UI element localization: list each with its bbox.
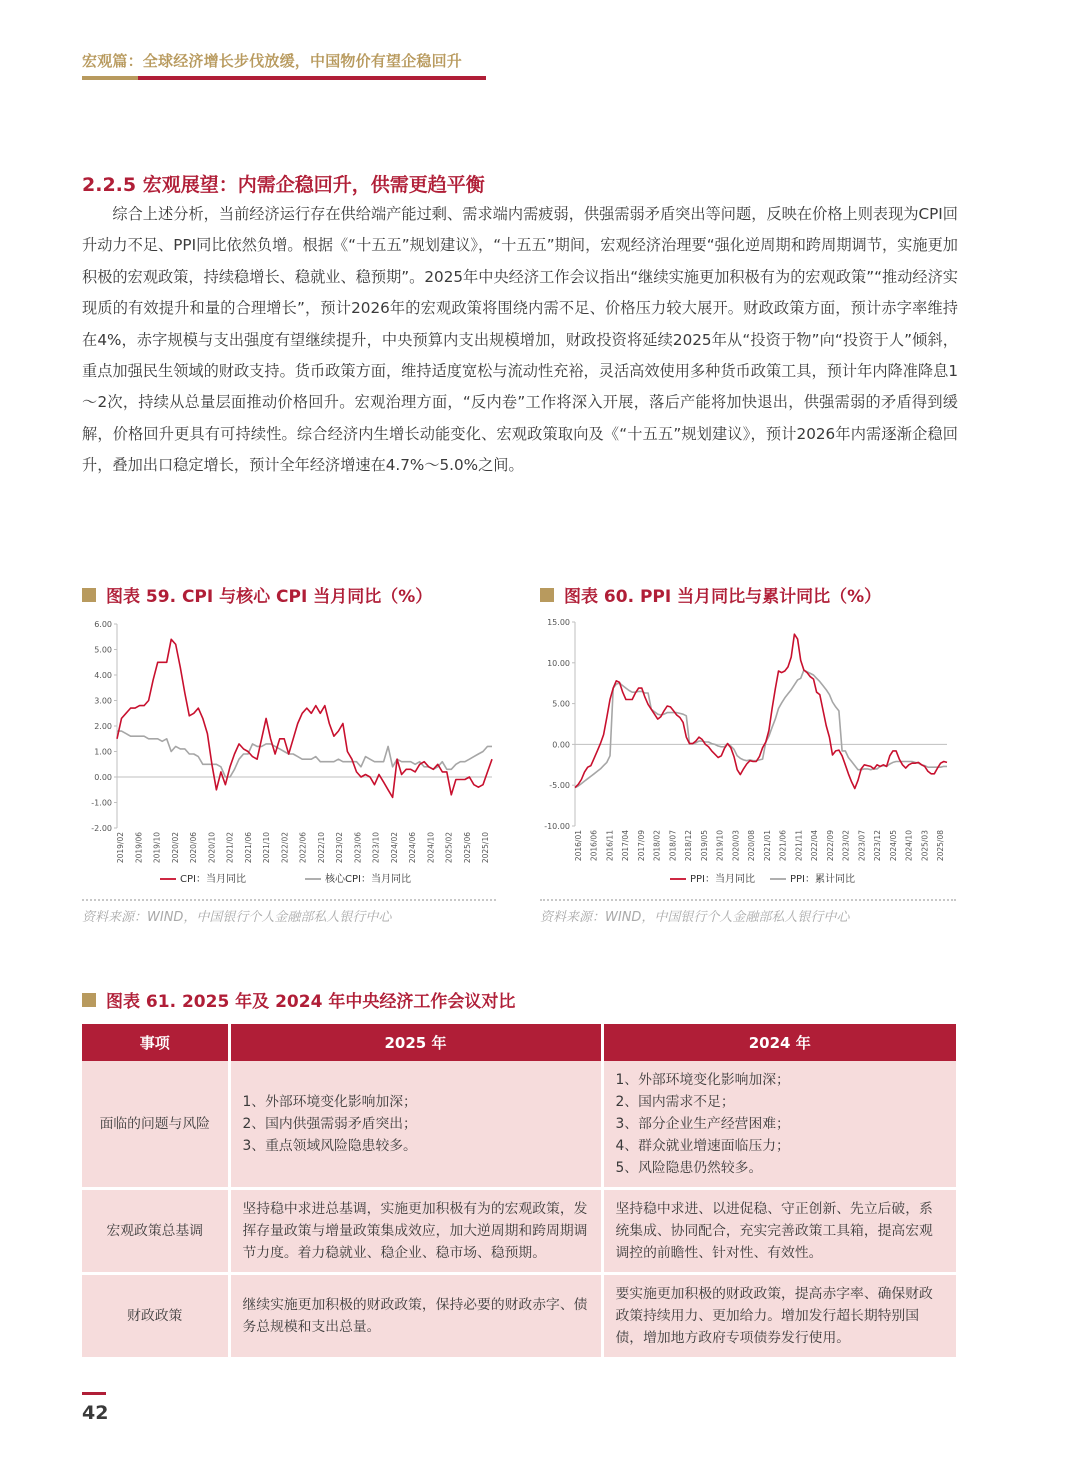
list-line: 2、国内需求不足；	[615, 1094, 735, 1110]
x-tick-label: 2020/08	[747, 830, 757, 862]
y-tick-label: -2.00	[91, 824, 112, 833]
table-row	[82, 1189, 956, 1274]
list-line: 2、国内供强需弱矛盾突出；	[242, 1116, 417, 1132]
ppi-chart	[535, 612, 960, 892]
x-tick-label: 2022/02	[280, 832, 290, 864]
ppi-chart-svg	[535, 612, 960, 892]
x-tick-label: 2025/02	[444, 832, 454, 864]
list-line: 3、重点领域风险隐患较多。	[242, 1138, 417, 1154]
row-2024-cell	[602, 1061, 956, 1189]
legend-label-cpi: CPI：当月同比	[180, 874, 246, 885]
row-2025-cell	[229, 1061, 602, 1189]
x-tick-label: 2022/09	[825, 830, 835, 862]
legend-label-core: 核心CPI：当月同比	[325, 874, 411, 885]
y-tick-label: 0.00	[552, 740, 570, 750]
section-title: 2.2.5 宏观展望：内需企稳回升，供需更趋平衡	[82, 174, 485, 196]
row-item-cell: 宏观政策总基调	[82, 1189, 229, 1274]
x-tick-label: 2018/12	[684, 830, 694, 862]
series-line-ppi	[575, 634, 947, 788]
row-item-cell: 财政政策	[82, 1274, 229, 1359]
header-rule	[82, 76, 486, 80]
x-tick-label: 2023/06	[353, 832, 363, 864]
x-tick-label: 2022/10	[316, 832, 326, 864]
figure-60-title-text: 图表 60. PPI 当月同比与累计同比（%）	[564, 587, 882, 607]
x-tick-label: 2018/07	[668, 830, 678, 862]
figure-59-title-text: 图表 59. CPI 与核心 CPI 当月同比（%）	[106, 587, 433, 607]
list-line: 3、部分企业生产经营困难；	[615, 1116, 790, 1132]
x-tick-label: 2021/01	[762, 830, 772, 862]
x-tick-label: 2019/10	[152, 832, 162, 864]
row-2024-cell: 坚持稳中求进、以进促稳、守正创新、先立后破，系统集成、协同配合，充实完善政策工具箱，提高宏观调控的前瞻性、针对性、有效性。	[602, 1189, 956, 1274]
figure-61-title-text: 图表 61. 2025 年及 2024 年中央经济工作会议对比	[106, 992, 516, 1012]
page-number: 42	[82, 1402, 109, 1424]
list-line: 4、群众就业增速面临压力；	[615, 1138, 790, 1154]
x-tick-label: 2021/06	[778, 830, 788, 862]
cpi-chart-svg	[82, 612, 502, 892]
x-tick-label: 2020/06	[189, 832, 198, 864]
y-tick-label: 1.00	[94, 747, 112, 757]
y-tick-label: 4.00	[94, 671, 112, 680]
x-tick-label: 2023/12	[873, 830, 883, 862]
x-tick-label: 2022/04	[810, 830, 820, 862]
header-2025: 2025 年	[229, 1024, 602, 1061]
legend-label-cum: PPI：累计同比	[790, 874, 856, 885]
x-tick-label: 2022/06	[298, 832, 308, 864]
x-tick-label: 2024/02	[389, 832, 399, 864]
x-tick-label: 2017/04	[621, 830, 631, 862]
table-row	[82, 1274, 956, 1359]
x-tick-label: 2020/03	[731, 830, 741, 862]
header-2024: 2024 年	[602, 1024, 956, 1061]
x-tick-label: 2016/01	[574, 830, 583, 862]
figure-59-source: 资料来源：WIND，中国银行个人金融部私人银行中心	[82, 910, 392, 925]
header-rule-accent	[82, 76, 138, 80]
row-2024-cell: 要实施更加积极的财政政策，提高赤字率、确保财政政策持续用力、更加给力。增加发行超长期特别国债，增加地方政府专项债券发行使用。	[602, 1274, 956, 1359]
x-tick-label: 2025/08	[936, 830, 945, 862]
x-tick-label: 2017/09	[636, 830, 646, 862]
x-tick-label: 2025/10	[481, 832, 490, 864]
y-tick-label: 15.00	[547, 618, 570, 627]
running-header: 宏观篇：全球经济增长步伐放缓，中国物价有望企稳回升	[82, 52, 463, 70]
x-tick-label: 2024/05	[888, 830, 898, 862]
x-tick-label: 2020/10	[207, 832, 217, 864]
y-tick-label: -1.00	[91, 798, 112, 808]
y-tick-label: 5.00	[552, 699, 570, 709]
series-line-cpi	[117, 639, 492, 797]
cpi-chart	[82, 612, 502, 892]
figure-59-divider	[82, 899, 496, 901]
x-tick-label: 2023/10	[371, 832, 381, 864]
x-tick-label: 2024/10	[904, 830, 914, 862]
x-tick-label: 2023/02	[841, 830, 851, 862]
series-line-cum	[575, 670, 947, 788]
x-tick-label: 2019/10	[715, 830, 725, 862]
figure-marker-icon	[82, 588, 96, 602]
x-tick-label: 2019/06	[134, 832, 144, 864]
figure-marker-icon	[82, 993, 96, 1007]
x-tick-label: 2023/02	[335, 832, 344, 864]
x-tick-label: 2018/02	[652, 830, 662, 862]
y-tick-label: 6.00	[94, 620, 112, 629]
page-number-mark	[82, 1392, 106, 1395]
x-tick-label: 2024/06	[408, 832, 417, 864]
y-tick-label: 3.00	[94, 696, 112, 706]
y-tick-label: -5.00	[549, 781, 570, 791]
figure-61-title	[82, 987, 515, 1012]
x-tick-label: 2024/10	[426, 832, 436, 864]
figure-60-divider	[540, 899, 956, 901]
table-row	[82, 1061, 956, 1189]
y-tick-label: 10.00	[547, 658, 570, 668]
list-line: 1、外部环境变化影响加深；	[615, 1072, 790, 1088]
x-tick-label: 2021/02	[225, 832, 235, 864]
x-tick-label: 2016/11	[605, 830, 615, 862]
figure-60-title	[540, 582, 881, 607]
y-tick-label: 5.00	[94, 645, 112, 655]
row-2025-cell: 坚持稳中求进总基调，实施更加积极有为的宏观政策，发挥存量政策与增量政策集成效应，加大逆周期和跨周期调节力度。着力稳就业、稳企业、稳市场、稳预期。	[229, 1189, 602, 1274]
x-tick-label: 2025/06	[462, 832, 472, 864]
y-tick-label: -10.00	[544, 822, 570, 831]
table-header-row	[82, 1024, 956, 1061]
x-tick-label: 2019/02	[116, 832, 125, 864]
header-item: 事项	[82, 1024, 229, 1061]
row-item-cell: 面临的问题与风险	[82, 1061, 229, 1189]
section-body: 综合上述分析，当前经济运行存在供给端产能过剩、需求端内需疲弱，供强需弱矛盾突出等问题，反映在价格上则表现为CPI回升动力不足、PPI同比依然负增。根据《“十五五”规划建议》，“十五五”期间，宏观经济治理要“强化逆周期和跨周期调节，实施更加积极的宏观政策，持续稳增长、稳就业、稳预期”。2025年中央经济工作会议指出“继续实施更加积极有为的宏观政策”“推动经济实现质的有效提升和量的合理增长”，预计2026年的宏观政策将围绕内需不足、价格压力较大展开。财政政策方面，预计赤字率维持在4%，赤字规模与支出强度有望继续提升，中央预算内支出规模增加，财政投资将延续2025年从“投资于物”向“投资于人”倾斜，重点加强民生领域的财政支持。货币政策方面，维持适度宽松与流动性充裕，灵活高效使用多种货币政策工具，预计年内降准降息1～2次，持续从总量层面推动价格回升。宏观治理方面，“反内卷”工作将深入开展，落后产能将加快退出，供强需弱的矛盾得到缓解，价格回升更具有可持续性。综合经济内生增长动能变化、宏观政策取向及《“十五五”规划建议》，预计2026年内需逐渐企稳回升，叠加出口稳定增长，预计全年经济增速在4.7%～5.0%之间。	[82, 205, 958, 475]
comparison-table	[82, 1024, 956, 1360]
x-tick-label: 2021/11	[794, 830, 804, 862]
x-tick-label: 2019/05	[699, 830, 709, 862]
figure-59-title	[82, 582, 432, 607]
list-line: 1、外部环境变化影响加深；	[242, 1094, 417, 1110]
figure-60-source: 资料来源：WIND，中国银行个人金融部私人银行中心	[540, 910, 850, 925]
legend-label-ppi: PPI：当月同比	[690, 874, 756, 885]
figure-marker-icon	[540, 588, 554, 602]
list-line: 5、风险隐患仍然较多。	[615, 1160, 763, 1176]
x-tick-label: 2020/02	[170, 832, 180, 864]
y-tick-label: 2.00	[94, 722, 112, 731]
x-tick-label: 2016/06	[589, 830, 599, 862]
x-tick-label: 2025/03	[920, 830, 930, 862]
x-tick-label: 2023/07	[857, 830, 867, 862]
x-tick-label: 2021/06	[243, 832, 253, 864]
y-tick-label: 0.00	[94, 773, 112, 782]
series-line-core	[117, 731, 492, 777]
row-2025-cell: 继续实施更加积极的财政政策，保持必要的财政赤字、债务总规模和支出总量。	[229, 1274, 602, 1359]
x-tick-label: 2021/10	[262, 832, 271, 864]
